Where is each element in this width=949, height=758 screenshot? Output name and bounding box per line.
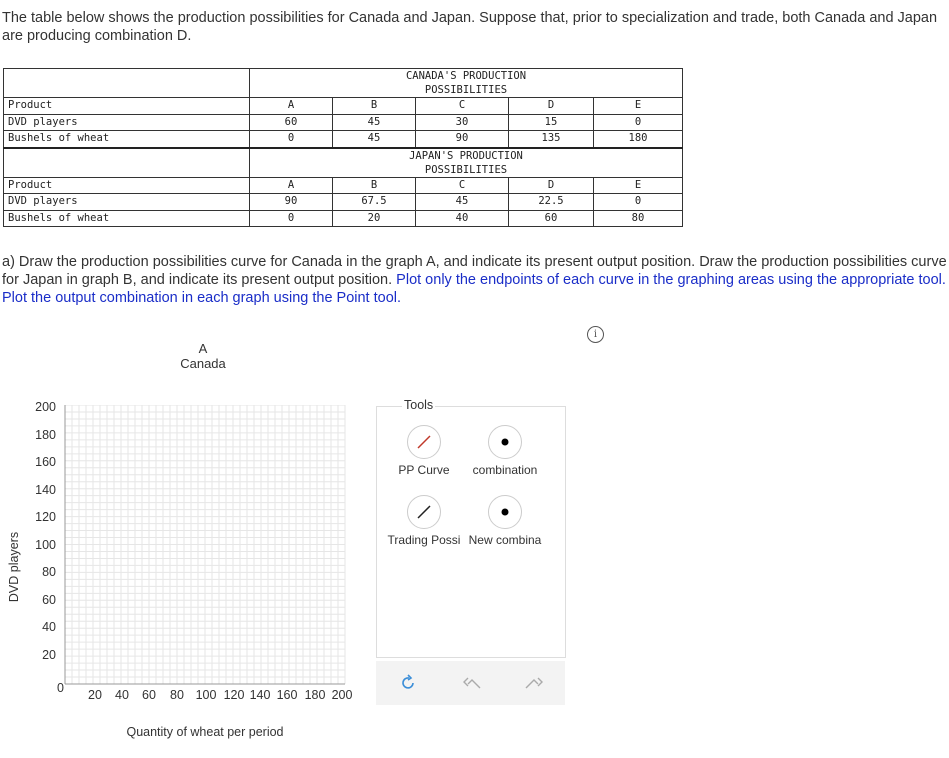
tools-panel: [376, 406, 566, 658]
intro-text: The table below shows the production possibilities for Canada and Japan. Suppose that, prior to specialization and trade, both Canada and Japan are producing combination D.: [2, 10, 938, 44]
canada-col-e: E: [594, 98, 683, 115]
japan-col-d: D: [509, 177, 594, 194]
question-text: [2, 253, 947, 307]
new-combination-tool[interactable]: [460, 495, 550, 547]
pp-curve-tool[interactable]: [379, 425, 469, 477]
question-plain: a) Draw the production possibilities curve for Canada in the graph A, and indicate its present output position. Draw the production possibilities curve for Japan in graph B, and indicate its present output position.: [2, 254, 947, 288]
x-tick-label: 160: [276, 688, 298, 702]
canada-product-label: Product: [4, 98, 250, 115]
canada-col-a: A: [250, 98, 333, 115]
x-tick-label: 140: [249, 688, 271, 702]
x-tick-label: 60: [142, 688, 156, 702]
table-cell: 90: [250, 194, 333, 211]
point-icon: [489, 496, 521, 528]
y-tick-label: 40: [42, 620, 56, 634]
redo-button[interactable]: [522, 671, 546, 695]
question-instructions: Plot only the endpoints of each curve in the graphing areas using the appropriate tool. Plot the output combination in each graph using the Point tool.: [2, 272, 946, 306]
table-cell: 135: [509, 131, 594, 148]
point-icon: [489, 426, 521, 458]
combination-tool-button[interactable]: [488, 425, 522, 459]
table-cell: 80: [594, 210, 683, 227]
graph-toolbar: [376, 661, 565, 705]
table-cell: 60: [509, 210, 594, 227]
table-cell: 30: [416, 114, 509, 131]
canada-col-c: C: [416, 98, 509, 115]
trading-possibilities-tool[interactable]: [379, 495, 469, 547]
y-tick-label: 180: [35, 428, 56, 442]
reset-icon: [396, 671, 420, 695]
y-tick-label: 200: [35, 400, 56, 414]
trading-possibilities-tool-button[interactable]: [407, 495, 441, 529]
grid-lines: [65, 405, 345, 684]
table-cell: 40: [416, 210, 509, 227]
x-tick-label: 180: [304, 688, 326, 702]
y-tick-label: 100: [35, 538, 56, 552]
y-axis-label: DVD players: [7, 531, 21, 603]
reset-button[interactable]: [396, 671, 420, 695]
japan-row-wheat-label: Bushels of wheat: [4, 210, 250, 227]
table-cell: 15: [509, 114, 594, 131]
combination-tool-label: combination: [472, 463, 538, 477]
table-cell: 22.5: [509, 194, 594, 211]
table-cell: 0: [250, 210, 333, 227]
x-tick-label: 80: [170, 688, 184, 702]
canada-header-line1: CANADA'S PRODUCTION: [405, 70, 527, 82]
table-cell: 45: [333, 114, 416, 131]
new-combination-tool-button[interactable]: [488, 495, 522, 529]
redo-icon: [522, 671, 546, 695]
y-tick-label: 120: [35, 510, 56, 524]
x-tick-label: 20: [88, 688, 102, 702]
y-tick-label: 80: [42, 565, 56, 579]
combination-tool[interactable]: [460, 425, 550, 477]
y-tick-label: 140: [35, 483, 56, 497]
origin-label: 0: [57, 681, 64, 695]
canada-col-b: B: [333, 98, 416, 115]
x-tick-label: 120: [223, 688, 245, 702]
table-cell: 0: [250, 131, 333, 148]
canada-row-dvd-label: DVD players: [4, 114, 250, 131]
table-cell: 0: [594, 114, 683, 131]
graph-plot-area[interactable]: [64, 405, 346, 685]
pp-curve-tool-button[interactable]: [407, 425, 441, 459]
table-spacer: [4, 69, 250, 98]
japan-col-e: E: [594, 177, 683, 194]
info-icon[interactable]: i: [587, 326, 604, 343]
japan-header: [250, 148, 683, 178]
undo-icon: [460, 671, 484, 695]
japan-col-b: B: [333, 177, 416, 194]
y-tick-label: 160: [35, 455, 56, 469]
graph-name: Canada: [180, 356, 226, 371]
x-tick-label: 200: [331, 688, 353, 702]
canada-header: [250, 69, 683, 98]
x-axis-label: Quantity of wheat per period: [126, 725, 284, 739]
table-cell: 20: [333, 210, 416, 227]
x-tick-label: 100: [195, 688, 217, 702]
table-cell: 180: [594, 131, 683, 148]
table-cell: 67.5: [333, 194, 416, 211]
japan-header-line2: POSSIBILITIES: [424, 163, 508, 176]
graph-title: [150, 341, 256, 371]
table-cell: 60: [250, 114, 333, 131]
table-cell: 90: [416, 131, 509, 148]
table-cell: 45: [416, 194, 509, 211]
japan-product-label: Product: [4, 177, 250, 194]
tools-title: Tools: [404, 398, 434, 412]
trading-possibilities-tool-label: Trading Possi: [387, 533, 461, 547]
table-spacer: [4, 148, 250, 178]
production-table: [3, 68, 683, 227]
table-cell: 0: [594, 194, 683, 211]
line-icon: [408, 426, 440, 458]
canada-header-line2: POSSIBILITIES: [424, 84, 508, 96]
new-combination-tool-label: New combina: [468, 533, 542, 547]
japan-row-dvd-label: DVD players: [4, 194, 250, 211]
undo-button[interactable]: [460, 671, 484, 695]
graph-letter: A: [198, 341, 208, 356]
japan-header-line1: JAPAN'S PRODUCTION: [409, 149, 523, 162]
japan-col-c: C: [416, 177, 509, 194]
canada-col-d: D: [509, 98, 594, 115]
line-icon: [408, 496, 440, 528]
table-cell: 45: [333, 131, 416, 148]
y-tick-label: 60: [42, 593, 56, 607]
y-tick-label: 20: [42, 648, 56, 662]
canada-row-wheat-label: Bushels of wheat: [4, 131, 250, 148]
pp-curve-tool-label: PP Curve: [398, 463, 450, 477]
japan-col-a: A: [250, 177, 333, 194]
x-tick-label: 40: [115, 688, 129, 702]
